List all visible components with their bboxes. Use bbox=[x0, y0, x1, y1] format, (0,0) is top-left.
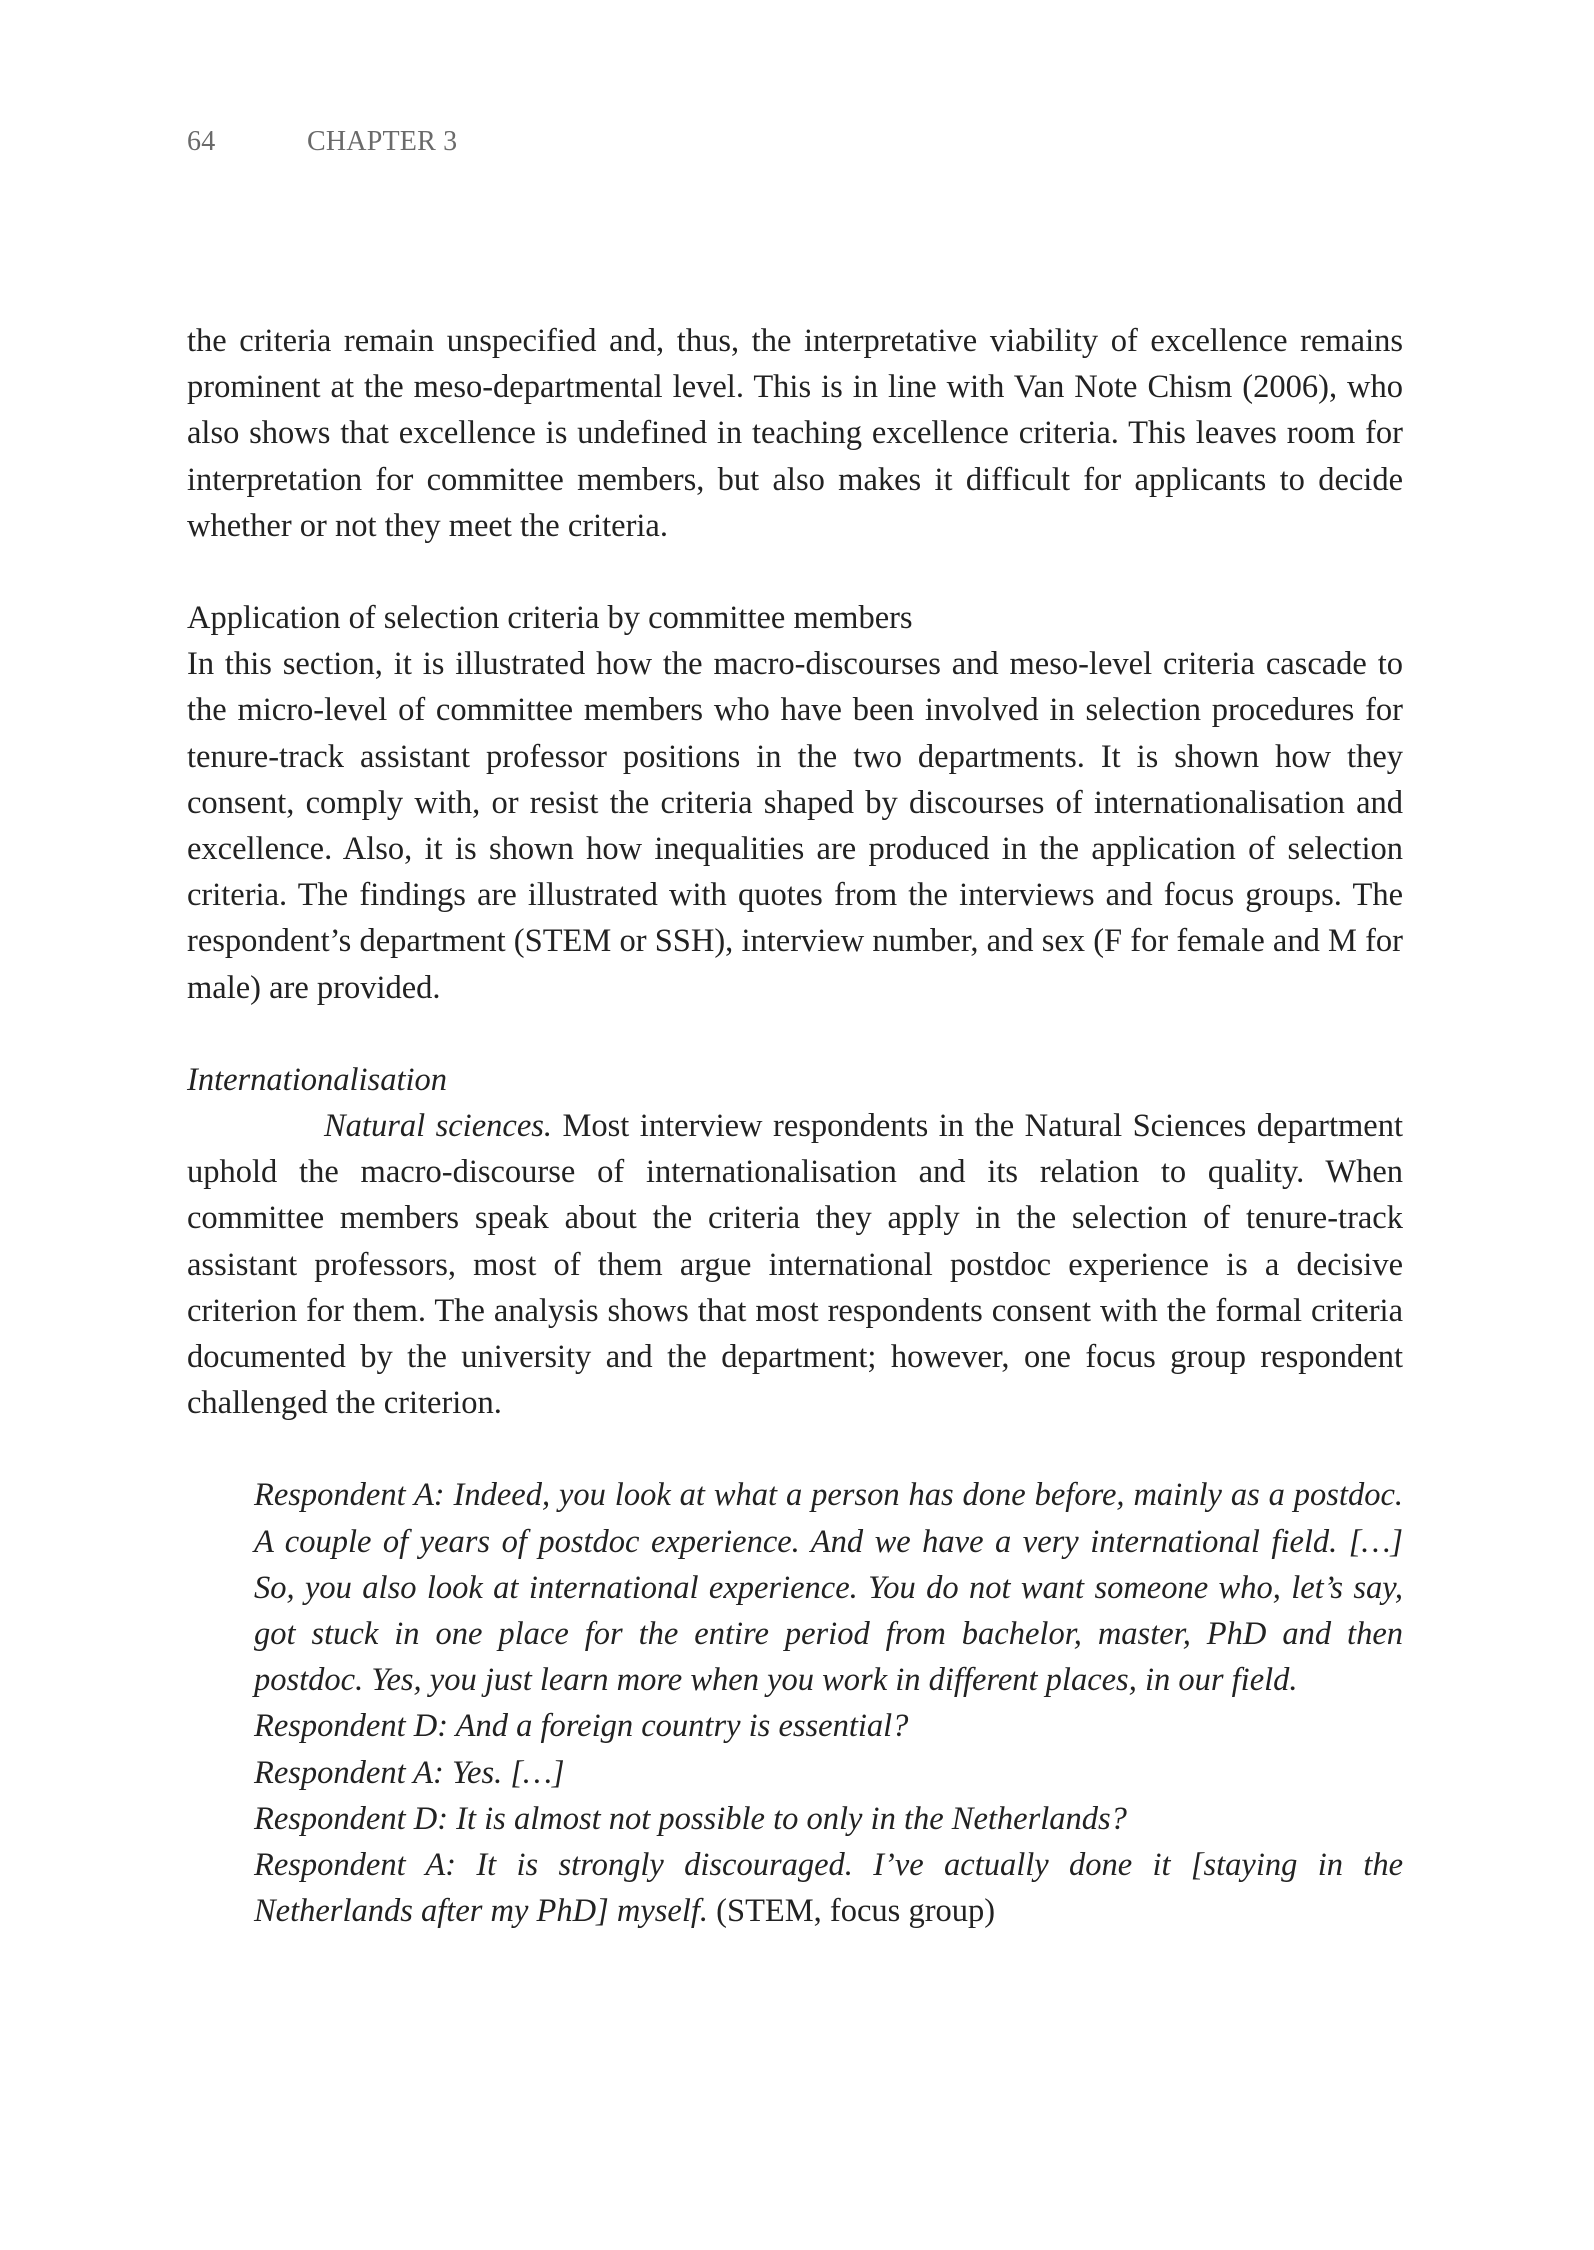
subsection-paragraph bbox=[187, 1103, 1403, 1426]
quote-citation: (STEM, focus group) bbox=[708, 1893, 996, 1930]
running-head bbox=[187, 126, 457, 158]
quote-line-last bbox=[254, 1842, 1403, 1934]
page-number: 64 bbox=[187, 126, 216, 157]
interview-quote bbox=[254, 1472, 1403, 1934]
intro-paragraph: the criteria remain unspecified and, thus, the interpretative viability of excellence remains prominent at the meso-departmental level. This is in line with Van Note Chism (2006), who also shows that excellence is undefined in teaching excellence criteria. This leaves room for interpretation for committee members, but also makes it difficult for applicants to decide whether or not they meet the criteria. bbox=[187, 323, 1403, 544]
paragraph-spacer bbox=[187, 549, 1403, 595]
page-content bbox=[187, 318, 1403, 1935]
subsection-heading: Internationalisation bbox=[187, 1061, 447, 1098]
chapter-title: CHAPTER 3 bbox=[307, 126, 458, 157]
quote-line: Respondent D: And a foreign country is essential? bbox=[254, 1708, 909, 1745]
quote-line: Respondent A: Yes. […] bbox=[254, 1754, 565, 1791]
paragraph-spacer bbox=[187, 1011, 1403, 1057]
run-in-heading: Natural sciences. bbox=[324, 1108, 553, 1145]
quote-line-text: Respondent A: It is strongly discouraged. I’ve actually done it [staying in the Netherlands after my PhD] myself. bbox=[254, 1847, 1403, 1930]
paragraph-spacer bbox=[187, 1426, 1403, 1472]
section-heading: Application of selection criteria by committee members bbox=[187, 600, 913, 637]
quote-line: Respondent A: Indeed, you look at what a person has done before, mainly as a postdoc. A couple of years of postdoc experience. And we have a very international field. […] So, you also look at international experience. You do not want someone who, let’s say, got stuck in one place for the entire period from bachelor, master, PhD and then postdoc. Yes, you just learn more when you work in different places, in our field. bbox=[254, 1477, 1403, 1699]
subsection-paragraph-text: Most interview respondents in the Natural Sciences department uphold the macro-discourse of internationalisation and its relation to quality. When committee members speak about the criteria they apply in the selection of tenure-track assistant professors, most of them argue international postdoc experience is a decisive criterion for them. The analysis shows that most respondents consent with the formal criteria documented by the university and the department; however, one focus group respondent challenged the criterion. bbox=[187, 1108, 1403, 1422]
section-paragraph: In this section, it is illustrated how the macro-discourses and meso-level criteria cascade to the micro-level of committee members who have been involved in selection procedures for tenure-track assistant professor positions in the two departments. It is shown how they consent, comply with, or resist the criteria shaped by discourses of internationalisation and excellence. Also, it is shown how inequalities are produced in the application of selection criteria. The findings are illustrated with quotes from the interviews and focus groups. The respondent’s department (STEM or SSH), interview number, and sex (F for female and M for male) are provided. bbox=[187, 646, 1403, 1006]
quote-line: Respondent D: It is almost not possible to only in the Netherlands? bbox=[254, 1800, 1127, 1837]
